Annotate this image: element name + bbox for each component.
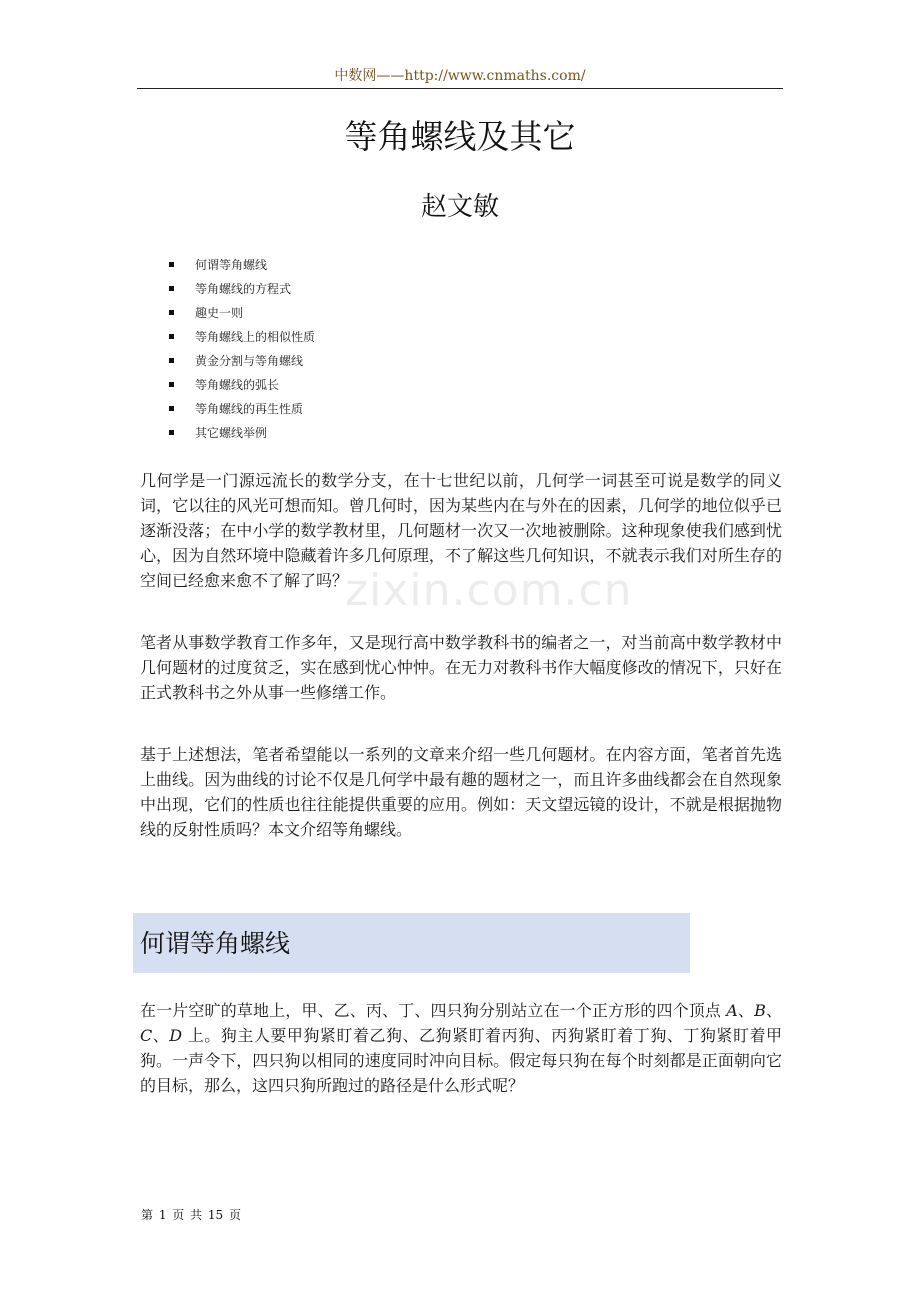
square-bullet-icon xyxy=(169,310,174,315)
toc-item[interactable] xyxy=(168,253,315,277)
author-background-paragraph: 笔者从事数学教育工作多年，又是现行高中数学教科书的编者之一，对当前高中数学教材中几何题材的过度贫乏，实在感到忧心忡忡。在无力对教科书作大幅度修改的情况下，只好在正式教科书之外从事一些修缮工作。 xyxy=(140,633,782,702)
separator: 、 xyxy=(737,1001,755,1020)
separator: 、 xyxy=(765,1001,782,1020)
square-bullet-icon xyxy=(169,382,174,387)
toc-item-label: 其它螺线举例 xyxy=(195,426,268,440)
toc-item-label: 黄金分割与等角螺线 xyxy=(195,354,304,368)
problem-text-end: 上。狗主人要甲狗紧盯着乙狗、乙狗紧盯着丙狗、丙狗紧盯着丁狗、丁狗紧盯着甲狗。一声令下，四只狗以相同的速度同时冲向目标。假定每只狗在每个时刻都是正面朝向它的目标，那么，这四只狗所跑过的路径是什么形式呢？ xyxy=(140,1026,782,1095)
document-author: 赵文敏 xyxy=(420,192,499,222)
problem-text-start: 在一片空旷的草地上，甲、乙、丙、丁、四只狗分别站立在一个正方形的四个顶点 xyxy=(140,1001,727,1020)
header-url[interactable]: http://www.cnmaths.com/ xyxy=(404,68,586,84)
square-bullet-icon xyxy=(169,286,174,291)
problem-paragraph xyxy=(140,998,782,1098)
square-bullet-icon xyxy=(169,262,174,267)
toc-item-label: 何谓等角螺线 xyxy=(195,258,268,272)
toc-item[interactable] xyxy=(168,373,315,397)
intro-paragraph: 几何学是一门源远流长的数学分支，在十七世纪以前，几何学一词甚至可说是数学的同义词，它以往的风光可想而知。曾几何时，因为某些内在与外在的因素，几何学的地位似乎已逐渐没落；在中小学的数学教材里，几何题材一次又一次地被删除。这种现象使我们感到忧心，因为自然环境中隐藏着许多几何原理，不了解这些几何知识，不就表示我们对所生存的空间已经愈来愈不了解了吗？ xyxy=(140,471,782,590)
toc-item-label: 趣史一则 xyxy=(195,306,244,320)
toc-item[interactable] xyxy=(168,325,315,349)
document-title: 等角螺线及其它 xyxy=(344,117,576,156)
toc-item[interactable] xyxy=(168,277,315,301)
watermark-text: zixin.com.cn xyxy=(345,565,633,616)
square-bullet-icon xyxy=(169,430,174,435)
square-bullet-icon xyxy=(169,406,174,411)
header-site-name: 中数网—— xyxy=(334,68,405,84)
separator: 、 xyxy=(152,1026,170,1045)
vertex-c-label: C xyxy=(140,1026,153,1045)
toc-item[interactable] xyxy=(168,301,315,325)
toc-item-label: 等角螺线的弧长 xyxy=(195,378,280,392)
table-of-contents xyxy=(168,253,315,445)
toc-item[interactable] xyxy=(168,397,315,421)
square-bullet-icon xyxy=(169,358,174,363)
toc-item-label: 等角螺线的方程式 xyxy=(195,282,292,296)
square-bullet-icon xyxy=(169,334,174,339)
page-header xyxy=(137,66,783,89)
section-heading: 何谓等角螺线 xyxy=(133,913,690,973)
toc-item-label: 等角螺线上的相似性质 xyxy=(195,330,316,344)
vertex-d-label: D xyxy=(169,1026,183,1045)
toc-item-label: 等角螺线的再生性质 xyxy=(195,402,304,416)
article-purpose-paragraph: 基于上述想法，笔者希望能以一系列的文章来介绍一些几何题材。在内容方面，笔者首先选上曲线。因为曲线的讨论不仅是几何学中最有趣的题材之一，而且许多曲线都会在自然现象中出现，它们的性质也往往能提供重要的应用。例如：天文望远镜的设计，不就是根据抛物线的反射性质吗？本文介绍等角螺线。 xyxy=(140,745,782,839)
page-number-footer: 第 1 页 共 15 页 xyxy=(141,1208,241,1222)
vertex-b-label: B xyxy=(754,1001,766,1020)
toc-item[interactable] xyxy=(168,349,315,373)
toc-item[interactable] xyxy=(168,421,315,445)
vertex-a-label: A xyxy=(726,1001,738,1020)
